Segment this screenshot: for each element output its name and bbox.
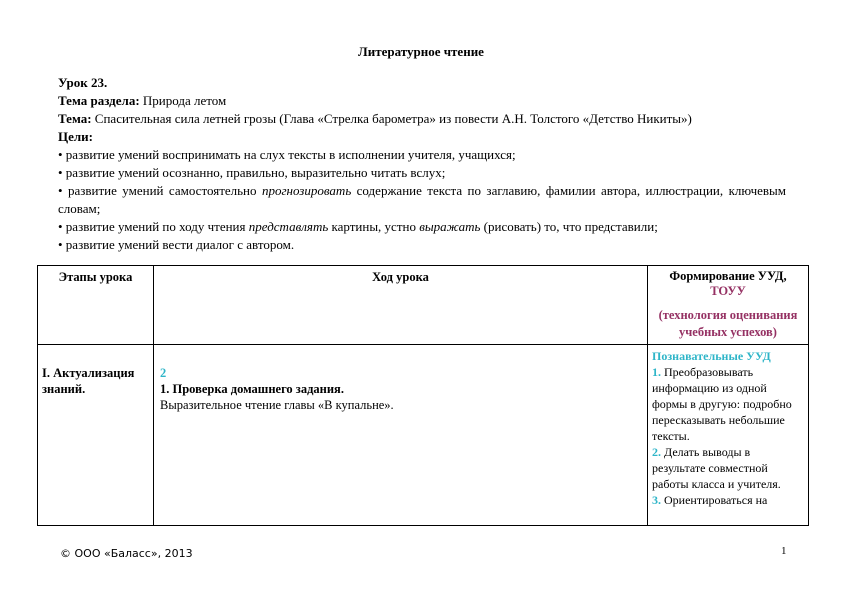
table-header-row (38, 266, 809, 345)
lesson-header (58, 74, 786, 254)
page-number: 1 (781, 545, 787, 557)
lesson-number: Урок 23. (58, 75, 108, 90)
lesson-table (37, 265, 809, 526)
header-uud-title: Формирование УУД, (669, 269, 787, 283)
uud-category: Познавательные УУД (652, 349, 771, 363)
uud-item: 3. Ориентироваться на (652, 493, 768, 507)
uud-item: 1. Преобразовывать информацию из одной формы в другую: подробно пересказывать небольшие тексты. (652, 365, 792, 443)
goal-item: • развитие умений самостоятельно прогнозировать содержание текста по заглавию, фамилии автора, иллюстрации, ключевым словам; (58, 183, 786, 216)
goals-label: Цели: (58, 129, 93, 144)
page-title: Литературное чтение (358, 44, 484, 59)
header-course: Ход урока (154, 266, 648, 345)
course-step-text: Выразительное чтение главы «В купальне». (160, 398, 394, 412)
goal-item: • развитие умений осознанно, правильно, выразительно читать вслух; (58, 165, 446, 180)
header-uud (648, 266, 809, 345)
stage-cell: I. Актуализация знаний. (38, 345, 154, 526)
table-row (38, 345, 809, 526)
section-line: Тема раздела: Природа летом (58, 93, 227, 108)
goal-item: • развитие умений вести диалог с автором. (58, 237, 295, 252)
uud-item: 2. Делать выводы в результате совместной работы класса и учителя. (652, 445, 781, 491)
goal-item: • развитие умений по ходу чтения представлять картины, устно выражать (рисовать) то, что представили; (58, 219, 658, 234)
uud-cell (648, 345, 809, 526)
header-touu: ТОУУ (710, 284, 746, 298)
header-stages: Этапы урока (38, 266, 154, 345)
goal-item: • развитие умений воспринимать на слух тексты в исполнении учителя, учащихся; (58, 147, 516, 162)
course-cell (154, 345, 648, 526)
footer-copyright: © ООО «Баласс», 2013 (60, 547, 193, 560)
topic-line: Тема: Спасительная сила летней грозы (Глава «Стрелка барометра» из повести А.Н. Толстого «Детство Никиты») (58, 111, 692, 126)
time-minutes: 2 (160, 366, 167, 380)
header-touu-desc: (технология оценивания учебных успехов) (658, 308, 798, 339)
course-step-title: 1. Проверка домашнего задания. (160, 382, 344, 396)
